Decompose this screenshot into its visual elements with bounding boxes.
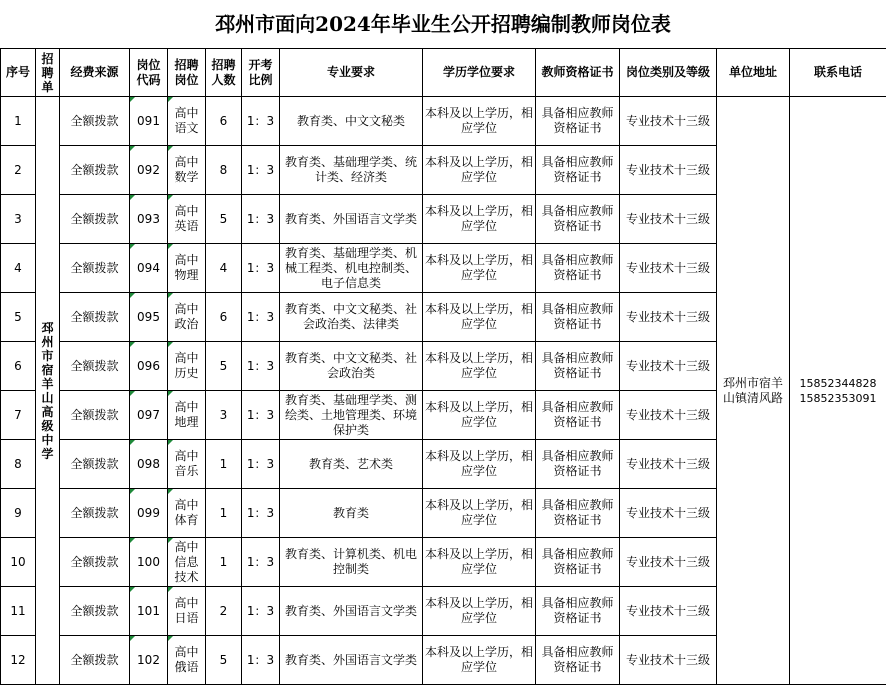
cell-major: 教育类、基础理学类、机械工程类、机电控制类、电子信息类 [280, 244, 423, 293]
cell-cert: 具备相应教师资格证书 [536, 244, 620, 293]
cell-code: 092 [130, 146, 168, 195]
cell-cert: 具备相应教师资格证书 [536, 195, 620, 244]
cell-grade: 专业技术十三级 [620, 440, 717, 489]
cell-edu: 本科及以上学历，相应学位 [423, 195, 536, 244]
cell-code: 098 [130, 440, 168, 489]
cell-count: 5 [206, 342, 242, 391]
cell-fund: 全额拨款 [60, 293, 130, 342]
cell-seq: 7 [1, 391, 36, 440]
cell-code: 096 [130, 342, 168, 391]
cell-count: 6 [206, 293, 242, 342]
cell-fund: 全额拨款 [60, 538, 130, 587]
header-ratio: 开考比例 [242, 49, 280, 97]
cell-edu: 本科及以上学历，相应学位 [423, 97, 536, 146]
cell-major: 教育类、中文文秘类 [280, 97, 423, 146]
header-cert: 教师资格证书 [536, 49, 620, 97]
cell-grade: 专业技术十三级 [620, 636, 717, 685]
cell-grade: 专业技术十三级 [620, 293, 717, 342]
cell-count: 4 [206, 244, 242, 293]
header-fund: 经费来源 [60, 49, 130, 97]
cell-code: 095 [130, 293, 168, 342]
cell-edu: 本科及以上学历，相应学位 [423, 146, 536, 195]
cell-grade: 专业技术十三级 [620, 195, 717, 244]
cell-grade: 专业技术十三级 [620, 587, 717, 636]
cell-post: 高中信息技术 [168, 538, 206, 587]
cell-count: 5 [206, 636, 242, 685]
cell-cert: 具备相应教师资格证书 [536, 489, 620, 538]
cell-post: 高中地理 [168, 391, 206, 440]
cell-major: 教育类、计算机类、机电控制类 [280, 538, 423, 587]
cell-edu: 本科及以上学历，相应学位 [423, 244, 536, 293]
header-edu: 学历学位要求 [423, 49, 536, 97]
cell-major: 教育类、外国语言文学类 [280, 195, 423, 244]
cell-count: 1 [206, 489, 242, 538]
cell-code: 100 [130, 538, 168, 587]
cell-count: 8 [206, 146, 242, 195]
cell-grade: 专业技术十三级 [620, 342, 717, 391]
cell-phones [790, 97, 886, 685]
cell-cert: 具备相应教师资格证书 [536, 391, 620, 440]
cell-seq: 6 [1, 342, 36, 391]
cell-unit-name: 邳州市宿羊山高级中学 [36, 97, 60, 685]
cell-ratio: 1：3 [242, 489, 280, 538]
cell-post: 高中历史 [168, 342, 206, 391]
job-table [0, 48, 886, 685]
cell-fund: 全额拨款 [60, 146, 130, 195]
cell-grade: 专业技术十三级 [620, 538, 717, 587]
cell-code: 091 [130, 97, 168, 146]
cell-cert: 具备相应教师资格证书 [536, 146, 620, 195]
cell-seq: 9 [1, 489, 36, 538]
header-phone: 联系电话 [790, 49, 886, 97]
phone-number: 15852353091 [799, 391, 877, 405]
cell-seq: 3 [1, 195, 36, 244]
cell-ratio: 1：3 [242, 97, 280, 146]
cell-post: 高中政治 [168, 293, 206, 342]
header-addr: 单位地址 [717, 49, 790, 97]
cell-seq: 1 [1, 97, 36, 146]
cell-grade: 专业技术十三级 [620, 146, 717, 195]
cell-ratio: 1：3 [242, 342, 280, 391]
phone-number: 15852344828 [799, 376, 877, 390]
cell-grade: 专业技术十三级 [620, 391, 717, 440]
cell-edu: 本科及以上学历，相应学位 [423, 636, 536, 685]
cell-major: 教育类、基础理学类、统计类、经济类 [280, 146, 423, 195]
cell-post: 高中英语 [168, 195, 206, 244]
cell-cert: 具备相应教师资格证书 [536, 440, 620, 489]
cell-seq: 8 [1, 440, 36, 489]
cell-post: 高中体育 [168, 489, 206, 538]
cell-post: 高中音乐 [168, 440, 206, 489]
cell-code: 099 [130, 489, 168, 538]
header-row [1, 49, 886, 97]
cell-ratio: 1：3 [242, 587, 280, 636]
cell-grade: 专业技术十三级 [620, 97, 717, 146]
cell-seq: 4 [1, 244, 36, 293]
cell-edu: 本科及以上学历，相应学位 [423, 440, 536, 489]
cell-edu: 本科及以上学历，相应学位 [423, 342, 536, 391]
cell-fund: 全额拨款 [60, 489, 130, 538]
header-post: 招聘岗位 [168, 49, 206, 97]
cell-cert: 具备相应教师资格证书 [536, 636, 620, 685]
cell-seq: 12 [1, 636, 36, 685]
cell-seq: 10 [1, 538, 36, 587]
cell-seq: 11 [1, 587, 36, 636]
cell-count: 1 [206, 538, 242, 587]
header-code: 岗位代码 [130, 49, 168, 97]
cell-seq: 2 [1, 146, 36, 195]
cell-fund: 全额拨款 [60, 440, 130, 489]
cell-major: 教育类、艺术类 [280, 440, 423, 489]
cell-fund: 全额拨款 [60, 244, 130, 293]
cell-fund: 全额拨款 [60, 195, 130, 244]
cell-count: 6 [206, 97, 242, 146]
cell-cert: 具备相应教师资格证书 [536, 538, 620, 587]
header-count: 招聘人数 [206, 49, 242, 97]
table-body [1, 97, 886, 685]
table-row [1, 97, 886, 146]
cell-ratio: 1：3 [242, 391, 280, 440]
cell-ratio: 1：3 [242, 440, 280, 489]
cell-code: 093 [130, 195, 168, 244]
cell-ratio: 1：3 [242, 244, 280, 293]
cell-ratio: 1：3 [242, 293, 280, 342]
cell-code: 101 [130, 587, 168, 636]
cell-post: 高中日语 [168, 587, 206, 636]
cell-cert: 具备相应教师资格证书 [536, 342, 620, 391]
cell-unit-address: 邳州市宿羊山镇清风路 [717, 97, 790, 685]
cell-edu: 本科及以上学历，相应学位 [423, 587, 536, 636]
cell-ratio: 1：3 [242, 146, 280, 195]
cell-code: 097 [130, 391, 168, 440]
cell-edu: 本科及以上学历，相应学位 [423, 293, 536, 342]
cell-major: 教育类、中文文秘类、社会政治类 [280, 342, 423, 391]
cell-fund: 全额拨款 [60, 391, 130, 440]
cell-grade: 专业技术十三级 [620, 489, 717, 538]
header-seq: 序号 [1, 49, 36, 97]
header-grade: 岗位类别及等级 [620, 49, 717, 97]
cell-cert: 具备相应教师资格证书 [536, 97, 620, 146]
cell-post: 高中数学 [168, 146, 206, 195]
page-title: 邳州市面向2024年毕业生公开招聘编制教师岗位表 [215, 12, 671, 36]
cell-code: 102 [130, 636, 168, 685]
cell-fund: 全额拨款 [60, 587, 130, 636]
cell-cert: 具备相应教师资格证书 [536, 587, 620, 636]
cell-major: 教育类 [280, 489, 423, 538]
cell-count: 1 [206, 440, 242, 489]
cell-edu: 本科及以上学历，相应学位 [423, 538, 536, 587]
cell-ratio: 1：3 [242, 195, 280, 244]
cell-fund: 全额拨款 [60, 97, 130, 146]
cell-grade: 专业技术十三级 [620, 244, 717, 293]
cell-edu: 本科及以上学历，相应学位 [423, 489, 536, 538]
cell-major: 教育类、外国语言文学类 [280, 587, 423, 636]
cell-edu: 本科及以上学历，相应学位 [423, 391, 536, 440]
header-unit: 招聘单 [36, 49, 60, 97]
cell-major: 教育类、外国语言文学类 [280, 636, 423, 685]
cell-fund: 全额拨款 [60, 342, 130, 391]
cell-post: 高中物理 [168, 244, 206, 293]
cell-code: 094 [130, 244, 168, 293]
cell-count: 2 [206, 587, 242, 636]
header-major: 专业要求 [280, 49, 423, 97]
cell-cert: 具备相应教师资格证书 [536, 293, 620, 342]
cell-major: 教育类、基础理学类、测绘类、土地管理类、环境保护类 [280, 391, 423, 440]
cell-fund: 全额拨款 [60, 636, 130, 685]
cell-count: 5 [206, 195, 242, 244]
cell-ratio: 1：3 [242, 636, 280, 685]
cell-ratio: 1：3 [242, 538, 280, 587]
cell-seq: 5 [1, 293, 36, 342]
cell-post: 高中俄语 [168, 636, 206, 685]
cell-post: 高中语文 [168, 97, 206, 146]
cell-count: 3 [206, 391, 242, 440]
cell-major: 教育类、中文文秘类、社会政治类、法律类 [280, 293, 423, 342]
